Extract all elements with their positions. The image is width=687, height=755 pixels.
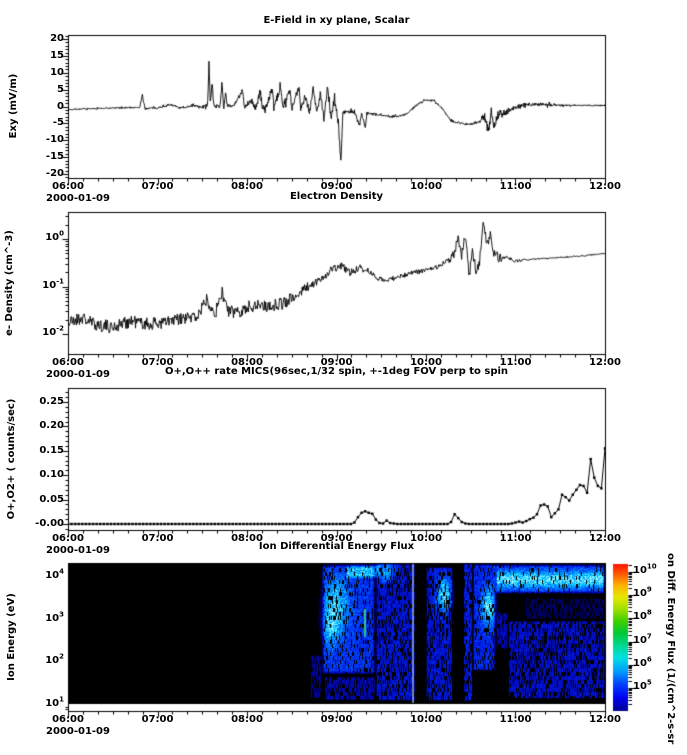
axis-tick-label: $10^1$ bbox=[45, 695, 64, 710]
x-tick-label: 07:00 bbox=[141, 533, 174, 544]
colorbar-tick-label: $10^5$ bbox=[633, 678, 652, 692]
x-tick-label: 12:00 bbox=[589, 533, 621, 544]
colorbar-tick-label: $10^6$ bbox=[633, 655, 652, 669]
axis-tick-label: 0.10 bbox=[39, 469, 64, 481]
colorbar-label: on Diff. Energy Flux (1/(cm^2-s-sr bbox=[665, 553, 676, 745]
axis-tick-label: $10^4$ bbox=[45, 567, 64, 581]
x-tick-label: 12:00 bbox=[589, 714, 621, 725]
panel2-date-label: 2000-01-09 bbox=[46, 369, 110, 380]
axis-tick-label: $10^0$ bbox=[45, 229, 64, 243]
axis-tick-label: 5 bbox=[57, 83, 64, 95]
x-tick-label: 11:00 bbox=[499, 357, 532, 368]
x-tick-label: 08:00 bbox=[231, 533, 263, 544]
axis-tick-label: 20 bbox=[50, 33, 64, 44]
axis-tick-label: -20 bbox=[45, 168, 64, 179]
x-tick-label: 10:00 bbox=[410, 533, 442, 544]
panel2-ylabel: e- Density (cm^-3) bbox=[4, 230, 15, 336]
x-tick-label: 06:00 bbox=[52, 533, 84, 544]
axis-tick-label: 15 bbox=[50, 49, 64, 61]
x-tick-label: 11:00 bbox=[499, 181, 532, 192]
axis-tick-label: 0 bbox=[57, 100, 64, 112]
panel3-ylabel: O+,O2+ ( counts/sec) bbox=[6, 398, 17, 520]
panel4-date-label: 2000-01-09 bbox=[46, 726, 110, 737]
x-tick-label: 10:00 bbox=[410, 714, 442, 725]
axis-tick-label: -15 bbox=[45, 151, 64, 163]
x-tick-label: 07:00 bbox=[141, 181, 174, 192]
axis-tick-label: 0.05 bbox=[39, 493, 64, 505]
x-tick-label: 06:00 bbox=[52, 357, 84, 368]
panel1-date-label: 2000-01-09 bbox=[46, 193, 110, 204]
axis-tick-label: 0.15 bbox=[39, 444, 64, 456]
x-tick-label: 09:00 bbox=[320, 181, 353, 192]
colorbar-tick-label: $10^9$ bbox=[633, 585, 652, 600]
panel4-title: Ion Differential Energy Flux bbox=[258, 541, 415, 552]
panel3-title: O+,O++ rate MICS(96sec,1/32 spin, +-1deg FOV perp to spin bbox=[164, 366, 509, 377]
panel2-title: Electron Density bbox=[289, 191, 384, 202]
axis-tick-label: $10^{-1}$ bbox=[42, 277, 64, 291]
x-tick-label: 11:00 bbox=[499, 533, 532, 544]
axis-tick-label: 0.20 bbox=[39, 420, 64, 432]
x-tick-label: 10:00 bbox=[410, 357, 442, 368]
x-tick-label: 09:00 bbox=[320, 357, 353, 368]
colorbar-tick-label: $10^8$ bbox=[633, 609, 652, 623]
axis-tick-label: -10 bbox=[45, 134, 64, 146]
colorbar-tick-label: $10^7$ bbox=[633, 632, 652, 646]
x-tick-label: 07:00 bbox=[141, 714, 174, 725]
axis-tick-label: $10^3$ bbox=[45, 610, 64, 624]
axis-tick-label: $10^2$ bbox=[45, 653, 64, 667]
x-tick-label: 08:00 bbox=[231, 714, 263, 725]
x-tick-label: 06:00 bbox=[52, 181, 84, 192]
axis-tick-label: $10^{-2}$ bbox=[42, 324, 64, 338]
axis-tick-label: 10 bbox=[50, 66, 64, 78]
axis-tick-label: -0.00 bbox=[35, 518, 64, 529]
x-tick-label: 07:00 bbox=[141, 357, 174, 368]
x-tick-label: 10:00 bbox=[410, 181, 442, 192]
panel1-title: E-Field in xy plane, Scalar bbox=[263, 15, 410, 26]
axis-tick-label: 0.25 bbox=[39, 396, 64, 407]
x-tick-label: 08:00 bbox=[231, 357, 263, 368]
colorbar-tick-label: $10^{10}$ bbox=[633, 562, 657, 576]
x-tick-label: 12:00 bbox=[589, 181, 621, 192]
x-tick-label: 11:00 bbox=[499, 714, 532, 725]
x-tick-label: 06:00 bbox=[52, 714, 84, 725]
x-tick-label: 08:00 bbox=[231, 181, 263, 192]
panel4-ylabel: Ion Energy (eV) bbox=[6, 593, 17, 681]
x-tick-label: 09:00 bbox=[320, 533, 353, 544]
panel3-date-label: 2000-01-09 bbox=[46, 545, 110, 556]
x-tick-label: 12:00 bbox=[589, 357, 621, 368]
axis-tick-label: -5 bbox=[52, 117, 64, 129]
panel1-ylabel: Exy (mV/m) bbox=[8, 73, 19, 139]
x-tick-label: 09:00 bbox=[320, 714, 353, 725]
